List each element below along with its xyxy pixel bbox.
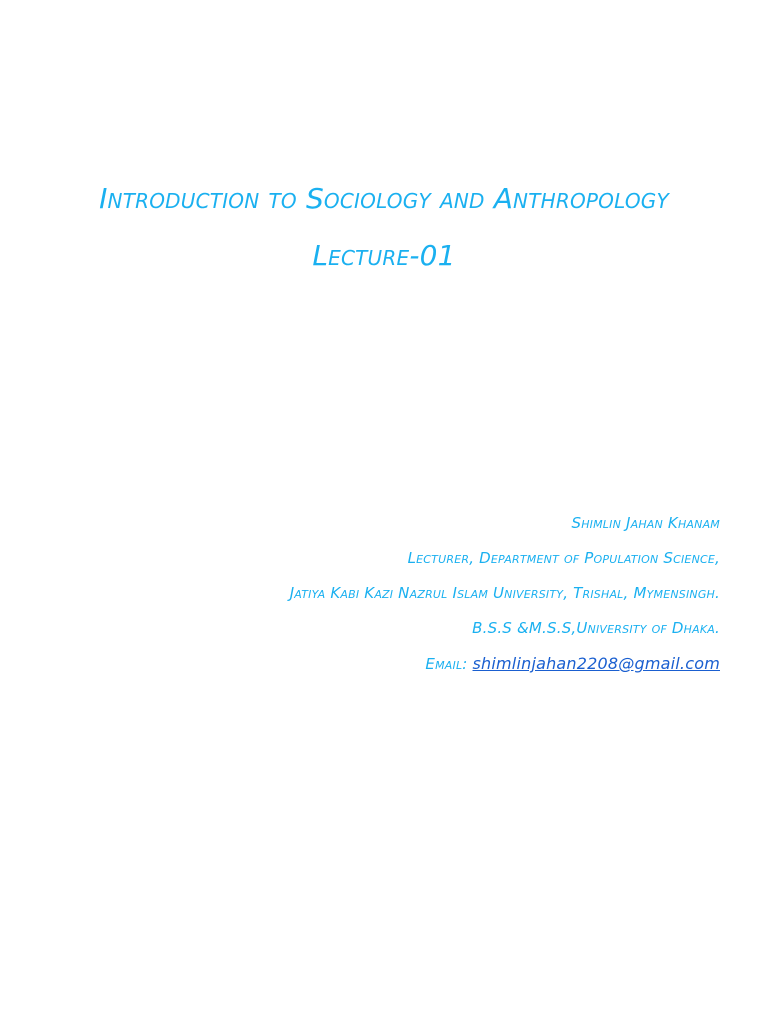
author-institution: Jatiya Kabi Kazi Nazrul Islam University, Trishal, Mymensingh. xyxy=(289,584,720,602)
lecture-number: Lecture-01 xyxy=(312,239,456,272)
author-email-line xyxy=(290,646,720,681)
author-degrees: B.S.S &M.S.S,University of Dhaka. xyxy=(472,619,720,637)
email-link[interactable]: shimlinjahan2208@gmail.com xyxy=(472,654,720,673)
document-title: Introduction to Sociology and Anthropology xyxy=(99,182,669,215)
email-label: Email: xyxy=(425,655,473,673)
author-position: Lecturer, Department of Population Science, xyxy=(407,549,720,567)
author-info xyxy=(290,506,720,681)
author-name: Shimlin Jahan Khanam xyxy=(571,514,720,532)
